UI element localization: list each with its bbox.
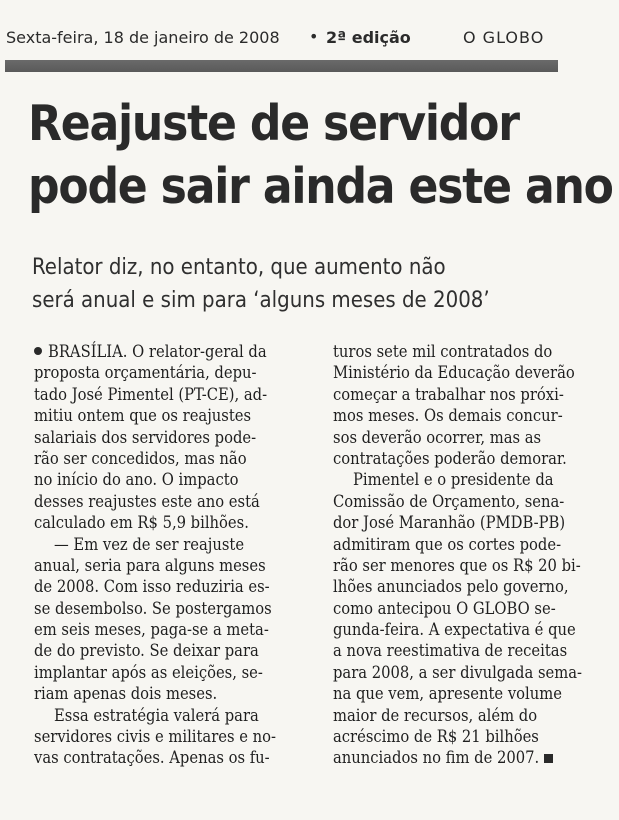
end-of-article-icon [544, 754, 553, 763]
dateline-bullet-icon [34, 347, 42, 355]
article-line-text: gunda-feira. A expectativa é que [333, 620, 576, 640]
article-line [333, 619, 582, 640]
article-line [34, 534, 276, 555]
article-column-right [333, 341, 582, 769]
article-line-text: vas contratações. Apenas os fu- [34, 748, 270, 768]
article-line [34, 705, 276, 726]
article-line [333, 705, 582, 726]
header-rule [5, 60, 558, 72]
article-line [333, 726, 582, 747]
headline [28, 92, 613, 218]
article-line [34, 640, 276, 661]
subheadline-line-2: será anual e sim para ‘alguns meses de 2008’ [32, 288, 490, 313]
article-line [333, 747, 582, 768]
article-line-text: riam apenas dois meses. [34, 684, 218, 704]
article-line-text: para 2008, a ser divulgada sema- [333, 662, 582, 682]
article-line-text: a nova reestimativa de receitas [333, 641, 568, 661]
article-line [34, 362, 276, 383]
article-line [333, 491, 582, 512]
article-line-text: calculado em R$ 5,9 bilhões. [34, 513, 249, 533]
article-line [333, 662, 582, 683]
article-line-text: de 2008. Com isso reduziria es- [34, 577, 270, 597]
article-line [333, 534, 582, 555]
article-line [34, 683, 276, 704]
newspaper-name: O GLOBO [463, 28, 545, 47]
article-line [333, 469, 582, 490]
article-line-text: se desembolso. Se postergamos [34, 598, 272, 618]
article-line-text: Comissão de Orçamento, sena- [333, 491, 565, 511]
article-line-text: sos deverão ocorrer, mas as [333, 427, 542, 447]
article-line [333, 341, 582, 362]
article-line [34, 619, 276, 640]
edition-label: 2ª edição [326, 28, 411, 47]
article-line-text: mos meses. Os demais concur- [333, 406, 563, 426]
article-line-text: começar a trabalhar nos próxi- [333, 384, 564, 404]
article-line-text: salariais dos servidores pode- [34, 427, 257, 447]
article-line-text: BRASÍLIA. O relator-geral da [48, 342, 267, 361]
article-line [34, 512, 276, 533]
article-line-text: acréscimo de R$ 21 bilhões [333, 727, 539, 747]
article-line [34, 598, 276, 619]
article-line-text: admitiram que os cortes pode- [333, 534, 562, 554]
headline-line-2: pode sair ainda este ano [28, 158, 613, 215]
article-line-text: tado José Pimentel (PT-CE), ad- [34, 384, 268, 404]
article-line [333, 362, 582, 383]
article-line-text: proposta orçamentária, depu- [34, 363, 257, 383]
article-line-text: rão ser concedidos, mas não [34, 448, 247, 468]
article-line [34, 726, 276, 747]
subheadline-line-1: Relator diz, no entanto, que aumento não [32, 255, 446, 280]
article-line [34, 341, 276, 362]
article-line-text: anunciados no fim de 2007. [333, 748, 540, 768]
article-line-text: Pimentel e o presidente da [353, 470, 554, 490]
article-line-text: contratações poderão demorar. [333, 448, 567, 468]
subheadline [32, 251, 612, 317]
article-line [34, 384, 276, 405]
article-line [34, 576, 276, 597]
article-line [333, 598, 582, 619]
article-line [34, 491, 276, 512]
article-line [34, 427, 276, 448]
article-line-text: lhões anunciados pelo governo, [333, 577, 569, 597]
headline-line-1: Reajuste de servidor [28, 95, 519, 152]
article-column-left [34, 341, 276, 769]
article-line-text: rão ser menores que os R$ 20 bi- [333, 555, 581, 575]
article-line [333, 384, 582, 405]
article-line-text: dor José Maranhão (PMDB-PB) [333, 513, 566, 533]
article-line-text: como antecipou O GLOBO se- [333, 598, 556, 618]
article-line-text: no início do ano. O impacto [34, 470, 239, 490]
article-line-text: turos sete mil contratados do [333, 342, 553, 361]
article-line-text: mitiu ontem que os reajustes [34, 406, 252, 426]
article-line-text: desses reajustes este ano está [34, 491, 260, 511]
article-line-text: anual, seria para alguns meses [34, 555, 266, 575]
article-line [333, 555, 582, 576]
article-line-text: implantar após as eleições, se- [34, 662, 263, 682]
article-line [333, 683, 582, 704]
article-line [333, 640, 582, 661]
article-line [34, 747, 276, 768]
masthead [6, 28, 612, 50]
article-line [34, 469, 276, 490]
article-line [333, 427, 582, 448]
article-line [34, 405, 276, 426]
article-line-text: de do previsto. Se deixar para [34, 641, 259, 661]
masthead-separator: • [309, 27, 319, 46]
article-line [34, 448, 276, 469]
article-line [34, 662, 276, 683]
article-line [333, 448, 582, 469]
article-line [34, 555, 276, 576]
article-line [333, 405, 582, 426]
article-line-text: — Em vez de ser reajuste [54, 534, 245, 554]
article-line-text: Essa estratégia valerá para [54, 705, 259, 725]
article-line-text: servidores civis e militares e no- [34, 727, 276, 747]
article-line-text: em seis meses, paga-se a meta- [34, 620, 269, 640]
article-line-text: na que vem, apresente volume [333, 684, 562, 704]
article-line-text: maior de recursos, além do [333, 705, 538, 725]
article-line [333, 512, 582, 533]
issue-date: Sexta-feira, 18 de janeiro de 2008 [6, 28, 280, 47]
article-line [333, 576, 582, 597]
article-line-text: Ministério da Educação deverão [333, 363, 575, 383]
